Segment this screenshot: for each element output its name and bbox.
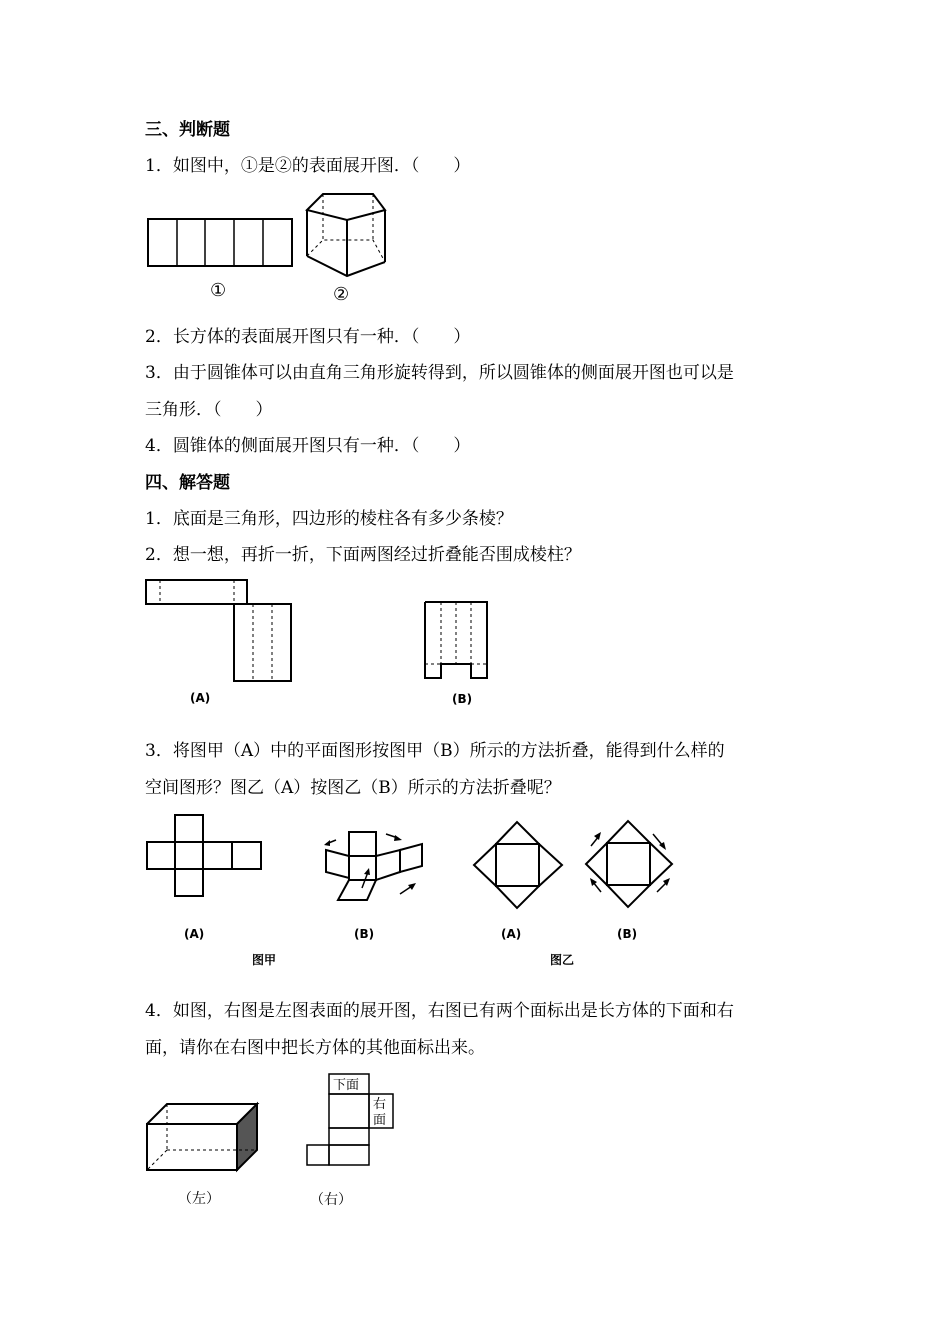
- cuboid-net-figure: [305, 1072, 397, 1170]
- fold-figure-b: [423, 600, 489, 680]
- folding-cross-figure: [322, 828, 427, 908]
- face-label-right-1: 右: [373, 1097, 387, 1112]
- section-3-heading: 三、判断题: [145, 120, 230, 140]
- strip-net-figure: [145, 215, 295, 270]
- judge-q4: 4．圆锥体的侧面展开图只有一种．（ ）: [145, 436, 471, 456]
- answer-q1: 1．底面是三角形，四边形的棱柱各有多少条棱？: [145, 509, 513, 529]
- q4-right-label: （右）: [310, 1192, 352, 1208]
- section-4-heading: 四、解答题: [145, 473, 230, 493]
- judge-q1: 1．如图中，①是②的表面展开图．（ ）: [145, 156, 471, 176]
- cuboid-figure: [143, 1100, 261, 1175]
- fig-label-2: ②: [333, 284, 350, 305]
- q2-fig-a-label: (A): [190, 691, 211, 705]
- answer-q3-line1: 3．将图甲（A）中的平面图形按图甲（B）所示的方法折叠，能得到什么样的: [145, 741, 725, 761]
- group-label-yi: 图乙: [550, 953, 575, 967]
- judge-q3-line2: 三角形．（ ）: [145, 400, 273, 420]
- answer-q4-line1: 4．如图，右图是左图表面的展开图，右图已有两个面标出是长方体的下面和右: [145, 1001, 734, 1021]
- pyramid-net-figure: [472, 820, 564, 910]
- face-label-bottom: 下面: [333, 1078, 360, 1093]
- q3-jia-a-label: (A): [184, 927, 205, 941]
- folding-pyramid-figure: [583, 818, 675, 910]
- judge-q2: 2．长方体的表面展开图只有一种．（ ）: [145, 327, 471, 347]
- judge-q3-line1: 3．由于圆锥体可以由直角三角形旋转得到，所以圆锥体的侧面展开图也可以是: [145, 363, 734, 383]
- answer-q2: 2．想一想，再折一折，下面两图经过折叠能否围成棱柱？: [145, 545, 581, 565]
- q3-yi-a-label: (A): [501, 927, 522, 941]
- answer-q3-line2: 空间图形？图乙（A）按图乙（B）所示的方法折叠呢？: [145, 778, 561, 798]
- q3-yi-b-label: (B): [617, 927, 638, 941]
- pentagonal-prism-figure: [303, 190, 388, 282]
- group-label-jia: 图甲: [252, 953, 277, 967]
- answer-q4-line2: 面，请你在右图中把长方体的其他面标出来。: [145, 1038, 485, 1058]
- q4-left-label: （左）: [178, 1191, 220, 1207]
- cross-net-figure: [145, 813, 263, 897]
- q2-fig-b-label: (B): [452, 692, 473, 706]
- face-label-right-2: 面: [373, 1113, 387, 1128]
- fold-figure-a: [145, 578, 295, 683]
- fig-label-1: ①: [210, 280, 227, 301]
- q3-jia-b-label: (B): [354, 927, 375, 941]
